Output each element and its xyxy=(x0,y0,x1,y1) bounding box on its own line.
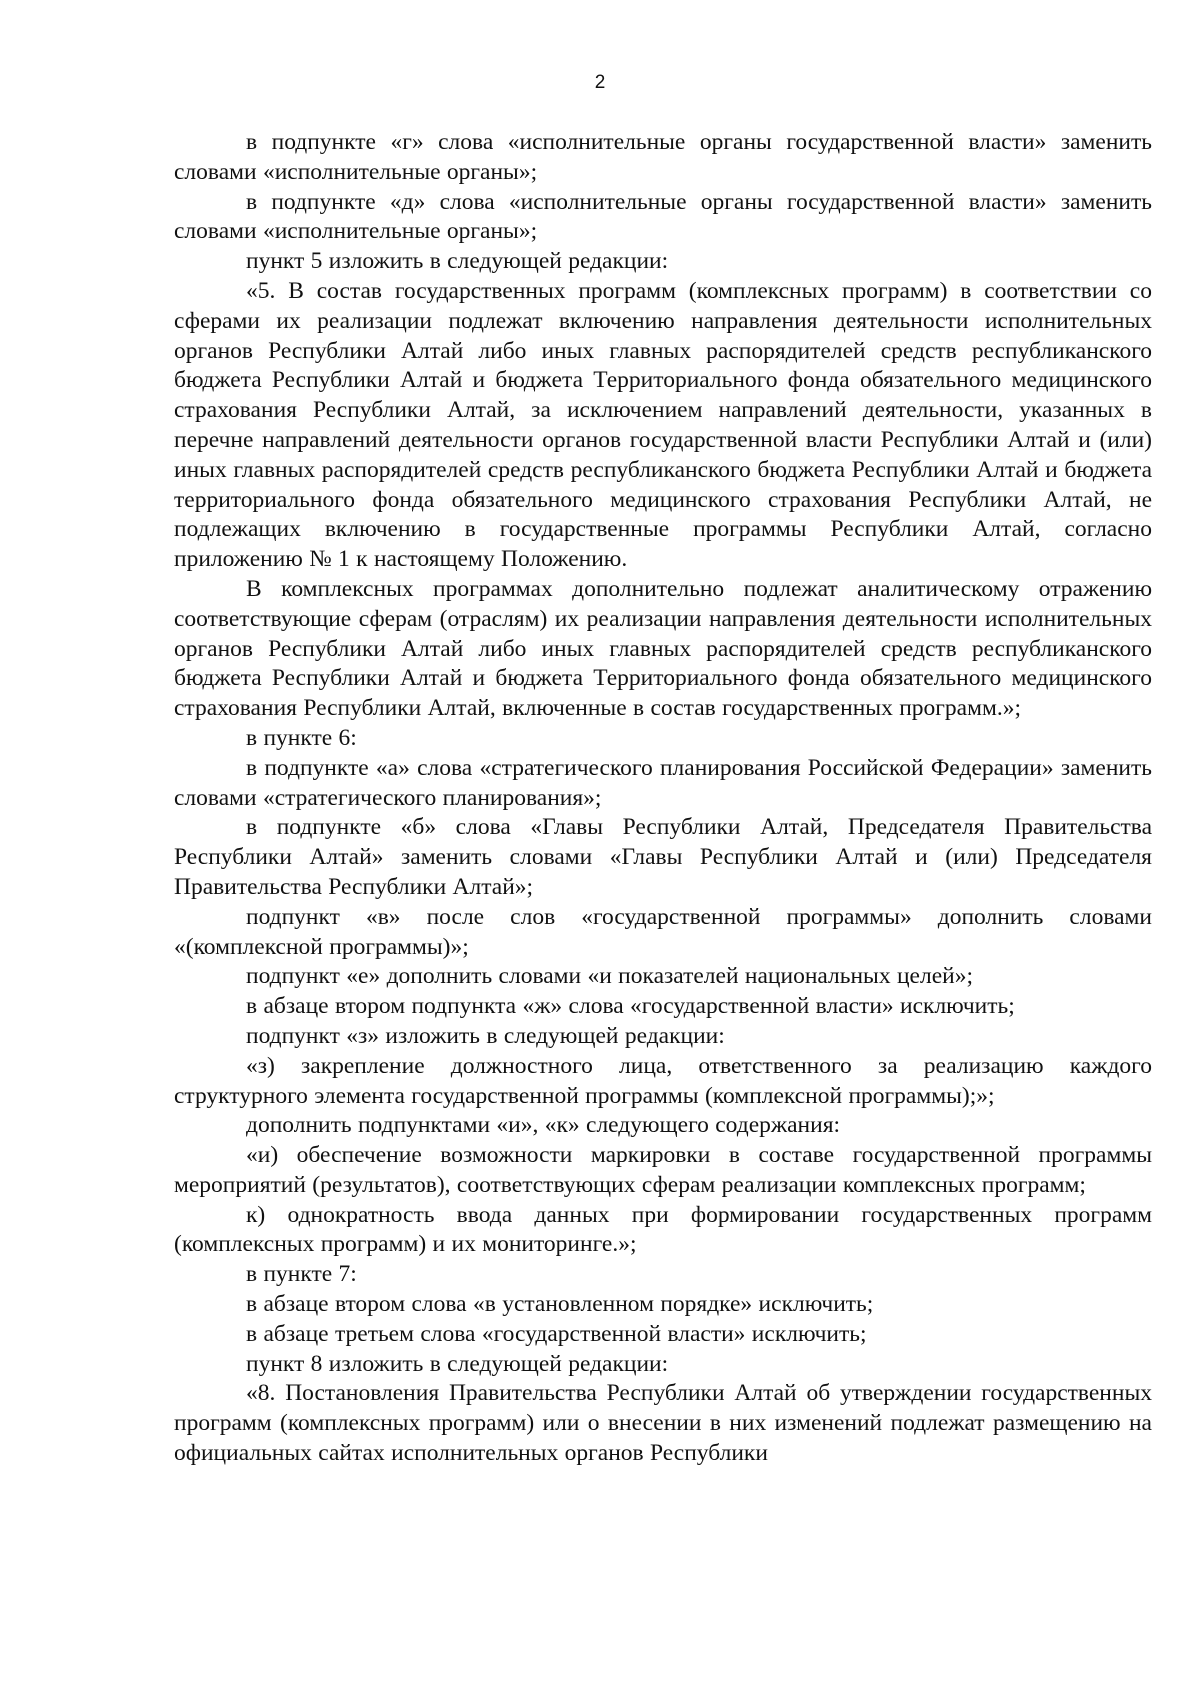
paragraph: «з) закрепление должностного лица, ответственного за реализацию каждого структурного элемента государственной программы (комплексной программы);»; xyxy=(174,1052,1152,1109)
paragraph: в подпункте «г» слова «исполнительные органы государственной власти» заменить словами «исполнительные органы»; xyxy=(174,129,1152,185)
paragraph: в пункте 6: xyxy=(246,724,357,751)
document-body xyxy=(174,128,1152,1469)
paragraph: в абзаце втором подпункта «ж» слова «государственной власти» исключить; xyxy=(246,993,1015,1020)
paragraph: пункт 5 изложить в следующей редакции: xyxy=(246,248,669,275)
paragraph: в абзаце втором слова «в установленном порядке» исключить; xyxy=(246,1291,874,1318)
paragraph: дополнить подпунктами «и», «к» следующего содержания: xyxy=(246,1112,841,1139)
paragraph: «и) обеспечение возможности маркировки в составе государственной программы мероприятий (результатов), соответствующих сферам реализации комплексных программ; xyxy=(174,1142,1152,1198)
page-number: 2 xyxy=(594,72,606,93)
paragraph: в подпункте «а» слова «стратегического планирования Российской Федерации» заменить словами «стратегического планирования»; xyxy=(174,754,1152,811)
paragraph: пункт 8 изложить в следующей редакции: xyxy=(246,1350,669,1377)
paragraph: подпункт «з» изложить в следующей редакции: xyxy=(246,1022,725,1049)
paragraph: «8. Постановления Правительства Республики Алтай об утверждении государственных программ (комплексных программ) или о внесении в них изменений подлежат размещению на официальных сайтах исполнительных органов Республики xyxy=(174,1380,1152,1467)
paragraph: в абзаце третьем слова «государственной власти» исключить; xyxy=(246,1320,867,1347)
paragraph: «5. В состав государственных программ (комплексных программ) в соответствии со сферами их реализации подлежат включению направления деятельности исполнительных органов Республики Алтай либо иных главных распорядителей средств республиканского бюджета Республики Алтай и бюджета Территориального фонда обязательного медицинского страхования Республики Алтай, за исключением направлений деятельности, указанных в перечне направлений деятельности органов государственной власти Республики Алтай и (или) иных главных распорядителей средств республиканского бюджета Республики Алтай и бюджета территориального фонда обязательного медицинского страхования Республики Алтай, не подлежащих включению в государственные программы Республики Алтай, согласно приложению № 1 к настоящему Положению. xyxy=(174,277,1152,573)
paragraph: в пункте 7: xyxy=(246,1261,357,1288)
paragraph: к) однократность ввода данных при формировании государственных программ (комплексных программ) и их мониторинге.»; xyxy=(174,1201,1152,1258)
paragraph: в подпункте «б» слова «Главы Республики Алтай, Председателя Правительства Республики Алтай» заменить словами «Главы Республики Алтай и (или) Председателя Правительства Республики Алтай»; xyxy=(174,814,1152,900)
paragraph: В комплексных программах дополнительно подлежат аналитическому отражению соответствующие сферам (отраслям) их реализации направления деятельности исполнительных органов Республики Алтай либо иных главных распорядителей средств республиканского бюджета Республики Алтай и бюджета Территориального фонда обязательного медицинского страхования Республики Алтай, включенные в состав государственных программ.»; xyxy=(174,575,1152,722)
paragraph: подпункт «е» дополнить словами «и показателей национальных целей»; xyxy=(246,963,973,990)
paragraph: подпункт «в» после слов «государственной программы» дополнить словами «(комплексной программы)»; xyxy=(174,903,1152,960)
paragraph: в подпункте «д» слова «исполнительные органы государственной власти» заменить словами «исполнительные органы»; xyxy=(174,188,1152,245)
